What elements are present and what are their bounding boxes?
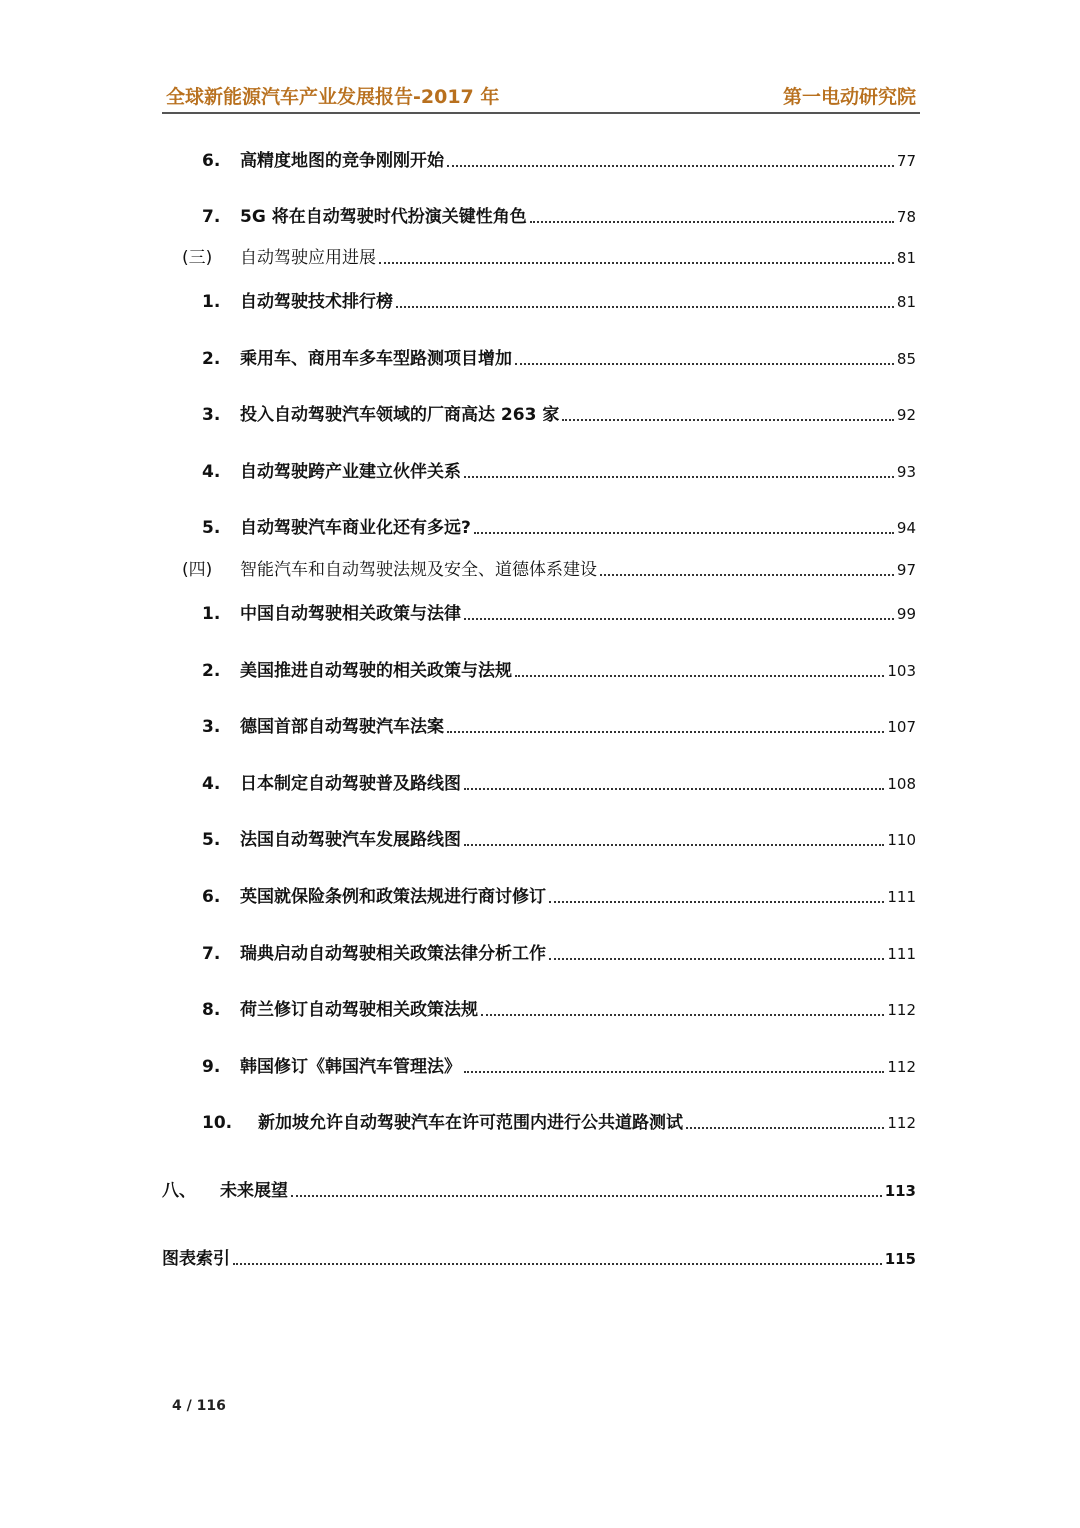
toc-number: 7. [202,207,221,227]
toc-page-number: 111 [887,888,916,906]
toc-entry[interactable] [202,290,916,314]
toc-page-number: 115 [884,1250,916,1268]
publisher-name: 第一电动研究院 [782,86,916,108]
toc-entry[interactable] [202,942,916,966]
toc-leader-dots [291,1193,882,1197]
toc-page-number: 107 [887,718,916,736]
toc-number: 3. [202,717,221,737]
toc-leader-dots [464,786,884,790]
toc-page-number: 99 [896,605,916,623]
toc-entry[interactable] [202,347,916,371]
toc-leader-dots [464,616,894,620]
toc-leader-dots [600,572,894,576]
toc-number: 2. [202,661,221,681]
toc-title: 韩国修订《韩国汽车管理法》 [240,1057,461,1077]
toc-leader-dots [515,361,894,365]
toc-entry[interactable] [162,1247,916,1271]
toc-page-number: 77 [896,152,916,170]
toc-entry[interactable] [202,715,916,739]
toc-page-number: 81 [896,249,916,267]
toc-number: 10. [202,1113,233,1133]
toc-title: 图表索引 [162,1249,230,1269]
toc-title: 自动驾驶应用进展 [240,248,376,268]
toc-title: 投入自动驾驶汽车领域的厂商高达 263 家 [240,405,560,425]
toc-leader-dots [549,956,884,960]
toc-number: 6. [202,887,221,907]
page-indicator: 4 / 116 [172,1398,226,1414]
toc-entry[interactable] [202,602,916,626]
toc-title: 5G 将在自动驾驶时代扮演关键性角色 [240,207,527,227]
toc-title: 瑞典启动自动驾驶相关政策法律分析工作 [240,944,546,964]
toc-number: 9. [202,1057,221,1077]
toc-entry[interactable] [182,558,916,582]
toc-number: 5. [202,518,221,538]
toc-page-number: 81 [896,293,916,311]
toc-leader-dots [447,729,884,733]
toc-page-number: 113 [884,1182,916,1200]
toc-number: (四) [182,560,213,580]
toc-entry[interactable] [202,998,916,1022]
toc-entry[interactable] [182,246,916,270]
toc-leader-dots [396,304,894,308]
toc-page-number: 112 [887,1114,916,1132]
toc-leader-dots [464,474,894,478]
toc-title: 中国自动驾驶相关政策与法律 [240,604,461,624]
toc-entry[interactable] [202,1055,916,1079]
toc-number: 2. [202,349,221,369]
toc-number: 3. [202,405,221,425]
toc-title: 荷兰修订自动驾驶相关政策法规 [240,1000,478,1020]
toc-leader-dots [474,530,894,534]
toc-leader-dots [530,219,894,223]
page-header [162,80,920,114]
toc-leader-dots [379,260,894,264]
toc-number: 4. [202,774,221,794]
toc-page-number: 111 [887,945,916,963]
toc-entry[interactable] [202,828,916,852]
toc-number: 5. [202,830,221,850]
toc-leader-dots [549,899,884,903]
toc-title: 英国就保险条例和政策法规进行商讨修订 [240,887,546,907]
toc-leader-dots [515,673,884,677]
toc-leader-dots [464,842,884,846]
toc-number: 8. [202,1000,221,1020]
toc-leader-dots [562,417,894,421]
toc-page-number: 112 [887,1001,916,1019]
toc-leader-dots [233,1261,882,1265]
toc-page-number: 108 [887,775,916,793]
toc-title: 日本制定自动驾驶普及路线图 [240,774,461,794]
toc-entry[interactable] [162,1179,916,1203]
toc-title: 美国推进自动驾驶的相关政策与法规 [240,661,512,681]
toc-number: 4. [202,462,221,482]
toc-page-number: 94 [896,519,916,537]
toc-page-number: 97 [896,561,916,579]
toc-number: 7. [202,944,221,964]
toc-leader-dots [686,1125,884,1129]
toc-number: 1. [202,604,221,624]
toc-page-number: 103 [887,662,916,680]
toc-entry[interactable] [202,403,916,427]
toc-title: 德国首部自动驾驶汽车法案 [240,717,444,737]
toc-number: 6. [202,151,221,171]
toc-title: 法国自动驾驶汽车发展路线图 [240,830,461,850]
toc-page-number: 85 [896,350,916,368]
toc-title: 智能汽车和自动驾驶法规及安全、道德体系建设 [240,560,597,580]
toc-entry[interactable] [202,149,916,173]
toc-leader-dots [447,163,894,167]
report-title: 全球新能源汽车产业发展报告-2017 年 [166,86,500,108]
toc-page-number: 92 [896,406,916,424]
toc-title: 未来展望 [220,1181,288,1201]
toc-title: 高精度地图的竞争刚刚开始 [240,151,444,171]
toc-page-number: 112 [887,1058,916,1076]
toc-entry[interactable] [202,205,916,229]
toc-entry[interactable] [202,516,916,540]
toc-page-number: 110 [887,831,916,849]
toc-entry[interactable] [202,772,916,796]
toc-number: (三) [182,248,213,268]
toc-title: 新加坡允许自动驾驶汽车在许可范围内进行公共道路测试 [258,1113,683,1133]
toc-entry[interactable] [202,460,916,484]
toc-entry[interactable] [202,1111,916,1135]
toc-number: 八、 [162,1181,196,1201]
toc-entry[interactable] [202,659,916,683]
toc-title: 乘用车、商用车多车型路测项目增加 [240,349,512,369]
toc-page-number: 93 [896,463,916,481]
toc-entry[interactable] [202,885,916,909]
toc-leader-dots [464,1069,884,1073]
toc-page-number: 78 [896,208,916,226]
toc-number: 1. [202,292,221,312]
toc-title: 自动驾驶跨产业建立伙伴关系 [240,462,461,482]
toc-title: 自动驾驶汽车商业化还有多远? [240,518,471,538]
toc-leader-dots [481,1012,884,1016]
toc-title: 自动驾驶技术排行榜 [240,292,393,312]
